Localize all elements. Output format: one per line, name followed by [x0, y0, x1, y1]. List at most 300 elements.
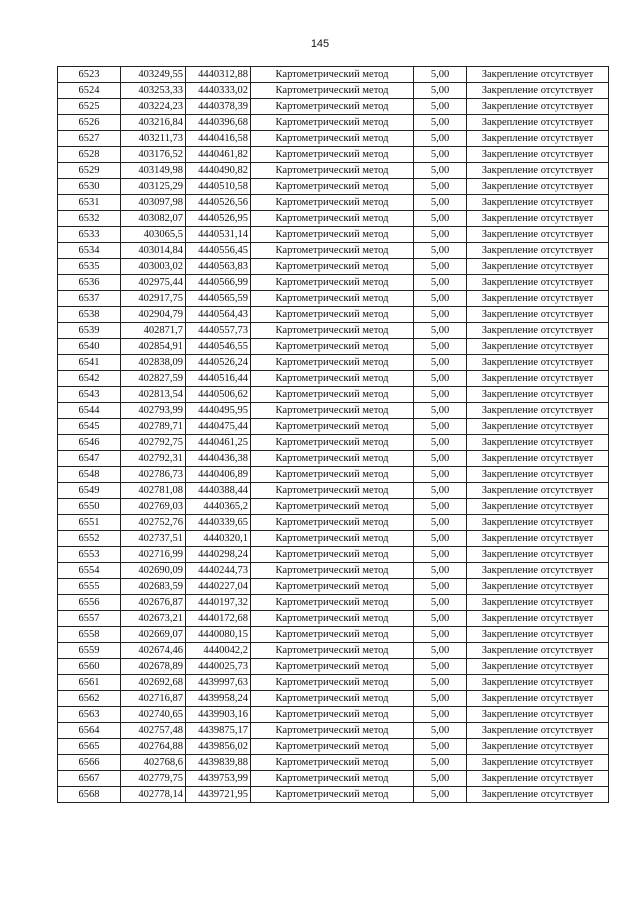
table-row	[58, 275, 609, 291]
point-number-cell: 6528	[58, 147, 121, 163]
y-coordinate-cell: 4439958,24	[186, 691, 251, 707]
table-row	[58, 723, 609, 739]
accuracy-cell: 5,00	[414, 483, 467, 499]
point-number-cell: 6551	[58, 515, 121, 531]
table-row	[58, 83, 609, 99]
method-cell: Картометрический метод	[251, 163, 414, 179]
method-cell: Картометрический метод	[251, 515, 414, 531]
x-coordinate-cell: 402917,75	[121, 291, 186, 307]
accuracy-cell: 5,00	[414, 83, 467, 99]
y-coordinate-cell: 4440312,88	[186, 67, 251, 83]
y-coordinate-cell: 4440298,24	[186, 547, 251, 563]
accuracy-cell: 5,00	[414, 787, 467, 803]
point-number-cell: 6525	[58, 99, 121, 115]
method-cell: Картометрический метод	[251, 467, 414, 483]
y-coordinate-cell: 4440516,44	[186, 371, 251, 387]
point-number-cell: 6542	[58, 371, 121, 387]
y-coordinate-cell: 4440227,04	[186, 579, 251, 595]
x-coordinate-cell: 403097,98	[121, 195, 186, 211]
x-coordinate-cell: 402779,75	[121, 771, 186, 787]
accuracy-cell: 5,00	[414, 563, 467, 579]
point-number-cell: 6530	[58, 179, 121, 195]
fixation-cell: Закрепление отсутствует	[467, 291, 609, 307]
table-row	[58, 227, 609, 243]
y-coordinate-cell: 4439875,17	[186, 723, 251, 739]
method-cell: Картометрический метод	[251, 67, 414, 83]
accuracy-cell: 5,00	[414, 275, 467, 291]
y-coordinate-cell: 4440566,99	[186, 275, 251, 291]
method-cell: Картометрический метод	[251, 355, 414, 371]
point-number-cell: 6532	[58, 211, 121, 227]
accuracy-cell: 5,00	[414, 387, 467, 403]
table-row	[58, 627, 609, 643]
point-number-cell: 6567	[58, 771, 121, 787]
point-number-cell: 6523	[58, 67, 121, 83]
y-coordinate-cell: 4439839,88	[186, 755, 251, 771]
method-cell: Картометрический метод	[251, 659, 414, 675]
accuracy-cell: 5,00	[414, 691, 467, 707]
fixation-cell: Закрепление отсутствует	[467, 771, 609, 787]
fixation-cell: Закрепление отсутствует	[467, 547, 609, 563]
x-coordinate-cell: 402692,68	[121, 675, 186, 691]
table-row	[58, 323, 609, 339]
table-row	[58, 291, 609, 307]
method-cell: Картометрический метод	[251, 307, 414, 323]
accuracy-cell: 5,00	[414, 515, 467, 531]
accuracy-cell: 5,00	[414, 659, 467, 675]
table-row	[58, 195, 609, 211]
method-cell: Картометрический метод	[251, 243, 414, 259]
fixation-cell: Закрепление отсутствует	[467, 147, 609, 163]
table-row	[58, 675, 609, 691]
method-cell: Картометрический метод	[251, 371, 414, 387]
method-cell: Картометрический метод	[251, 691, 414, 707]
table-row	[58, 387, 609, 403]
x-coordinate-cell: 402740,65	[121, 707, 186, 723]
coordinates-table	[57, 66, 609, 803]
method-cell: Картометрический метод	[251, 211, 414, 227]
fixation-cell: Закрепление отсутствует	[467, 691, 609, 707]
y-coordinate-cell: 4440461,82	[186, 147, 251, 163]
accuracy-cell: 5,00	[414, 371, 467, 387]
y-coordinate-cell: 4440461,25	[186, 435, 251, 451]
point-number-cell: 6546	[58, 435, 121, 451]
fixation-cell: Закрепление отсутствует	[467, 675, 609, 691]
accuracy-cell: 5,00	[414, 435, 467, 451]
fixation-cell: Закрепление отсутствует	[467, 275, 609, 291]
x-coordinate-cell: 402752,76	[121, 515, 186, 531]
accuracy-cell: 5,00	[414, 579, 467, 595]
fixation-cell: Закрепление отсутствует	[467, 67, 609, 83]
x-coordinate-cell: 402676,87	[121, 595, 186, 611]
x-coordinate-cell: 402793,99	[121, 403, 186, 419]
table-row	[58, 355, 609, 371]
fixation-cell: Закрепление отсутствует	[467, 627, 609, 643]
accuracy-cell: 5,00	[414, 115, 467, 131]
fixation-cell: Закрепление отсутствует	[467, 355, 609, 371]
table-row	[58, 419, 609, 435]
fixation-cell: Закрепление отсутствует	[467, 259, 609, 275]
point-number-cell: 6537	[58, 291, 121, 307]
accuracy-cell: 5,00	[414, 499, 467, 515]
point-number-cell: 6563	[58, 707, 121, 723]
method-cell: Картометрический метод	[251, 435, 414, 451]
method-cell: Картометрический метод	[251, 595, 414, 611]
y-coordinate-cell: 4440197,32	[186, 595, 251, 611]
point-number-cell: 6555	[58, 579, 121, 595]
x-coordinate-cell: 402792,31	[121, 451, 186, 467]
method-cell: Картометрический метод	[251, 771, 414, 787]
x-coordinate-cell: 402674,46	[121, 643, 186, 659]
x-coordinate-cell: 402764,88	[121, 739, 186, 755]
fixation-cell: Закрепление отсутствует	[467, 99, 609, 115]
table-row	[58, 659, 609, 675]
method-cell: Картометрический метод	[251, 147, 414, 163]
x-coordinate-cell: 402757,48	[121, 723, 186, 739]
method-cell: Картометрический метод	[251, 83, 414, 99]
method-cell: Картометрический метод	[251, 419, 414, 435]
method-cell: Картометрический метод	[251, 787, 414, 803]
y-coordinate-cell: 4440563,83	[186, 259, 251, 275]
page-number: 145	[310, 38, 330, 50]
method-cell: Картометрический метод	[251, 675, 414, 691]
x-coordinate-cell: 403014,84	[121, 243, 186, 259]
table-row	[58, 595, 609, 611]
fixation-cell: Закрепление отсутствует	[467, 243, 609, 259]
accuracy-cell: 5,00	[414, 643, 467, 659]
y-coordinate-cell: 4440244,73	[186, 563, 251, 579]
table-row	[58, 643, 609, 659]
accuracy-cell: 5,00	[414, 211, 467, 227]
method-cell: Картометрический метод	[251, 275, 414, 291]
point-number-cell: 6557	[58, 611, 121, 627]
point-number-cell: 6564	[58, 723, 121, 739]
y-coordinate-cell: 4440406,89	[186, 467, 251, 483]
accuracy-cell: 5,00	[414, 67, 467, 83]
x-coordinate-cell: 403065,5	[121, 227, 186, 243]
point-number-cell: 6562	[58, 691, 121, 707]
method-cell: Картометрический метод	[251, 723, 414, 739]
y-coordinate-cell: 4439721,95	[186, 787, 251, 803]
fixation-cell: Закрепление отсутствует	[467, 435, 609, 451]
point-number-cell: 6566	[58, 755, 121, 771]
point-number-cell: 6538	[58, 307, 121, 323]
fixation-cell: Закрепление отсутствует	[467, 643, 609, 659]
fixation-cell: Закрепление отсутствует	[467, 579, 609, 595]
method-cell: Картометрический метод	[251, 195, 414, 211]
table-row	[58, 243, 609, 259]
point-number-cell: 6559	[58, 643, 121, 659]
point-number-cell: 6539	[58, 323, 121, 339]
method-cell: Картометрический метод	[251, 611, 414, 627]
x-coordinate-cell: 402716,99	[121, 547, 186, 563]
method-cell: Картометрический метод	[251, 179, 414, 195]
y-coordinate-cell: 4440475,44	[186, 419, 251, 435]
table-row	[58, 611, 609, 627]
point-number-cell: 6531	[58, 195, 121, 211]
x-coordinate-cell: 402683,59	[121, 579, 186, 595]
table-row	[58, 755, 609, 771]
fixation-cell: Закрепление отсутствует	[467, 323, 609, 339]
table-row	[58, 707, 609, 723]
fixation-cell: Закрепление отсутствует	[467, 227, 609, 243]
x-coordinate-cell: 403224,23	[121, 99, 186, 115]
point-number-cell: 6543	[58, 387, 121, 403]
fixation-cell: Закрепление отсутствует	[467, 451, 609, 467]
accuracy-cell: 5,00	[414, 195, 467, 211]
x-coordinate-cell: 402673,21	[121, 611, 186, 627]
x-coordinate-cell: 403216,84	[121, 115, 186, 131]
x-coordinate-cell: 402975,44	[121, 275, 186, 291]
fixation-cell: Закрепление отсутствует	[467, 515, 609, 531]
point-number-cell: 6554	[58, 563, 121, 579]
accuracy-cell: 5,00	[414, 611, 467, 627]
fixation-cell: Закрепление отсутствует	[467, 131, 609, 147]
x-coordinate-cell: 402690,09	[121, 563, 186, 579]
x-coordinate-cell: 402854,91	[121, 339, 186, 355]
table-row	[58, 147, 609, 163]
y-coordinate-cell: 4440339,65	[186, 515, 251, 531]
y-coordinate-cell: 4440042,2	[186, 643, 251, 659]
y-coordinate-cell: 4439997,63	[186, 675, 251, 691]
x-coordinate-cell: 402792,75	[121, 435, 186, 451]
x-coordinate-cell: 402669,07	[121, 627, 186, 643]
method-cell: Картометрический метод	[251, 547, 414, 563]
table-row	[58, 787, 609, 803]
table-row	[58, 307, 609, 323]
accuracy-cell: 5,00	[414, 227, 467, 243]
table-row	[58, 483, 609, 499]
y-coordinate-cell: 4440365,2	[186, 499, 251, 515]
y-coordinate-cell: 4440526,56	[186, 195, 251, 211]
accuracy-cell: 5,00	[414, 755, 467, 771]
y-coordinate-cell: 4440490,82	[186, 163, 251, 179]
y-coordinate-cell: 4440172,68	[186, 611, 251, 627]
coordinates-table-body	[58, 67, 609, 803]
table-row	[58, 515, 609, 531]
table-row	[58, 547, 609, 563]
y-coordinate-cell: 4440526,24	[186, 355, 251, 371]
table-row	[58, 579, 609, 595]
table-row	[58, 435, 609, 451]
fixation-cell: Закрепление отсутствует	[467, 787, 609, 803]
point-number-cell: 6541	[58, 355, 121, 371]
fixation-cell: Закрепление отсутствует	[467, 739, 609, 755]
y-coordinate-cell: 4439856,02	[186, 739, 251, 755]
point-number-cell: 6560	[58, 659, 121, 675]
method-cell: Картометрический метод	[251, 291, 414, 307]
method-cell: Картометрический метод	[251, 99, 414, 115]
table-row	[58, 179, 609, 195]
point-number-cell: 6536	[58, 275, 121, 291]
point-number-cell: 6552	[58, 531, 121, 547]
accuracy-cell: 5,00	[414, 547, 467, 563]
accuracy-cell: 5,00	[414, 595, 467, 611]
x-coordinate-cell: 402838,09	[121, 355, 186, 371]
fixation-cell: Закрепление отсутствует	[467, 115, 609, 131]
point-number-cell: 6556	[58, 595, 121, 611]
fixation-cell: Закрепление отсутствует	[467, 211, 609, 227]
x-coordinate-cell: 403149,98	[121, 163, 186, 179]
point-number-cell: 6544	[58, 403, 121, 419]
y-coordinate-cell: 4440526,95	[186, 211, 251, 227]
x-coordinate-cell: 402768,6	[121, 755, 186, 771]
y-coordinate-cell: 4440556,45	[186, 243, 251, 259]
point-number-cell: 6540	[58, 339, 121, 355]
accuracy-cell: 5,00	[414, 163, 467, 179]
method-cell: Картометрический метод	[251, 323, 414, 339]
fixation-cell: Закрепление отсутствует	[467, 611, 609, 627]
x-coordinate-cell: 403003,02	[121, 259, 186, 275]
accuracy-cell: 5,00	[414, 179, 467, 195]
point-number-cell: 6561	[58, 675, 121, 691]
point-number-cell: 6534	[58, 243, 121, 259]
x-coordinate-cell: 403249,55	[121, 67, 186, 83]
table-row	[58, 563, 609, 579]
accuracy-cell: 5,00	[414, 723, 467, 739]
table-row	[58, 99, 609, 115]
fixation-cell: Закрепление отсутствует	[467, 707, 609, 723]
point-number-cell: 6549	[58, 483, 121, 499]
method-cell: Картометрический метод	[251, 627, 414, 643]
table-row	[58, 451, 609, 467]
y-coordinate-cell: 4440416,58	[186, 131, 251, 147]
y-coordinate-cell: 4440495,95	[186, 403, 251, 419]
y-coordinate-cell: 4440506,62	[186, 387, 251, 403]
accuracy-cell: 5,00	[414, 627, 467, 643]
table-row	[58, 339, 609, 355]
table-row	[58, 211, 609, 227]
method-cell: Картометрический метод	[251, 451, 414, 467]
y-coordinate-cell: 4439903,16	[186, 707, 251, 723]
accuracy-cell: 5,00	[414, 739, 467, 755]
accuracy-cell: 5,00	[414, 355, 467, 371]
method-cell: Картометрический метод	[251, 387, 414, 403]
method-cell: Картометрический метод	[251, 755, 414, 771]
point-number-cell: 6547	[58, 451, 121, 467]
x-coordinate-cell: 402827,59	[121, 371, 186, 387]
table-row	[58, 67, 609, 83]
fixation-cell: Закрепление отсутствует	[467, 307, 609, 323]
fixation-cell: Закрепление отсутствует	[467, 563, 609, 579]
y-coordinate-cell: 4440436,38	[186, 451, 251, 467]
fixation-cell: Закрепление отсутствует	[467, 659, 609, 675]
fixation-cell: Закрепление отсутствует	[467, 339, 609, 355]
fixation-cell: Закрепление отсутствует	[467, 179, 609, 195]
point-number-cell: 6524	[58, 83, 121, 99]
accuracy-cell: 5,00	[414, 131, 467, 147]
method-cell: Картометрический метод	[251, 563, 414, 579]
accuracy-cell: 5,00	[414, 339, 467, 355]
point-number-cell: 6529	[58, 163, 121, 179]
table-row	[58, 259, 609, 275]
x-coordinate-cell: 402786,73	[121, 467, 186, 483]
fixation-cell: Закрепление отсутствует	[467, 403, 609, 419]
table-row	[58, 499, 609, 515]
fixation-cell: Закрепление отсутствует	[467, 371, 609, 387]
table-row	[58, 371, 609, 387]
method-cell: Картометрический метод	[251, 499, 414, 515]
y-coordinate-cell: 4440510,58	[186, 179, 251, 195]
y-coordinate-cell: 4440025,73	[186, 659, 251, 675]
x-coordinate-cell: 403253,33	[121, 83, 186, 99]
y-coordinate-cell: 4440333,02	[186, 83, 251, 99]
x-coordinate-cell: 402778,14	[121, 787, 186, 803]
fixation-cell: Закрепление отсутствует	[467, 163, 609, 179]
fixation-cell: Закрепление отсутствует	[467, 499, 609, 515]
accuracy-cell: 5,00	[414, 259, 467, 275]
method-cell: Картометрический метод	[251, 403, 414, 419]
y-coordinate-cell: 4440546,55	[186, 339, 251, 355]
x-coordinate-cell: 403211,73	[121, 131, 186, 147]
fixation-cell: Закрепление отсутствует	[467, 467, 609, 483]
fixation-cell: Закрепление отсутствует	[467, 723, 609, 739]
accuracy-cell: 5,00	[414, 291, 467, 307]
point-number-cell: 6550	[58, 499, 121, 515]
x-coordinate-cell: 402871,7	[121, 323, 186, 339]
point-number-cell: 6533	[58, 227, 121, 243]
y-coordinate-cell: 4440080,15	[186, 627, 251, 643]
method-cell: Картометрический метод	[251, 643, 414, 659]
method-cell: Картометрический метод	[251, 579, 414, 595]
accuracy-cell: 5,00	[414, 403, 467, 419]
x-coordinate-cell: 403176,52	[121, 147, 186, 163]
y-coordinate-cell: 4440388,44	[186, 483, 251, 499]
accuracy-cell: 5,00	[414, 99, 467, 115]
fixation-cell: Закрепление отсутствует	[467, 531, 609, 547]
table-row	[58, 771, 609, 787]
table-row	[58, 163, 609, 179]
method-cell: Картометрический метод	[251, 115, 414, 131]
method-cell: Картометрический метод	[251, 531, 414, 547]
table-row	[58, 691, 609, 707]
method-cell: Картометрический метод	[251, 339, 414, 355]
y-coordinate-cell: 4440378,39	[186, 99, 251, 115]
x-coordinate-cell: 402716,87	[121, 691, 186, 707]
accuracy-cell: 5,00	[414, 323, 467, 339]
y-coordinate-cell: 4440396,68	[186, 115, 251, 131]
accuracy-cell: 5,00	[414, 147, 467, 163]
x-coordinate-cell: 402813,54	[121, 387, 186, 403]
fixation-cell: Закрепление отсутствует	[467, 755, 609, 771]
accuracy-cell: 5,00	[414, 675, 467, 691]
x-coordinate-cell: 402904,79	[121, 307, 186, 323]
fixation-cell: Закрепление отсутствует	[467, 195, 609, 211]
table-row	[58, 131, 609, 147]
point-number-cell: 6527	[58, 131, 121, 147]
fixation-cell: Закрепление отсутствует	[467, 595, 609, 611]
table-row	[58, 467, 609, 483]
method-cell: Картометрический метод	[251, 131, 414, 147]
y-coordinate-cell: 4440564,43	[186, 307, 251, 323]
table-row	[58, 531, 609, 547]
x-coordinate-cell: 402769,03	[121, 499, 186, 515]
y-coordinate-cell: 4440565,59	[186, 291, 251, 307]
x-coordinate-cell: 402789,71	[121, 419, 186, 435]
fixation-cell: Закрепление отсутствует	[467, 483, 609, 499]
x-coordinate-cell: 403082,07	[121, 211, 186, 227]
method-cell: Картометрический метод	[251, 483, 414, 499]
point-number-cell: 6558	[58, 627, 121, 643]
y-coordinate-cell: 4440531,14	[186, 227, 251, 243]
point-number-cell: 6568	[58, 787, 121, 803]
y-coordinate-cell: 4439753,99	[186, 771, 251, 787]
method-cell: Картометрический метод	[251, 227, 414, 243]
point-number-cell: 6548	[58, 467, 121, 483]
point-number-cell: 6535	[58, 259, 121, 275]
fixation-cell: Закрепление отсутствует	[467, 387, 609, 403]
table-row	[58, 739, 609, 755]
